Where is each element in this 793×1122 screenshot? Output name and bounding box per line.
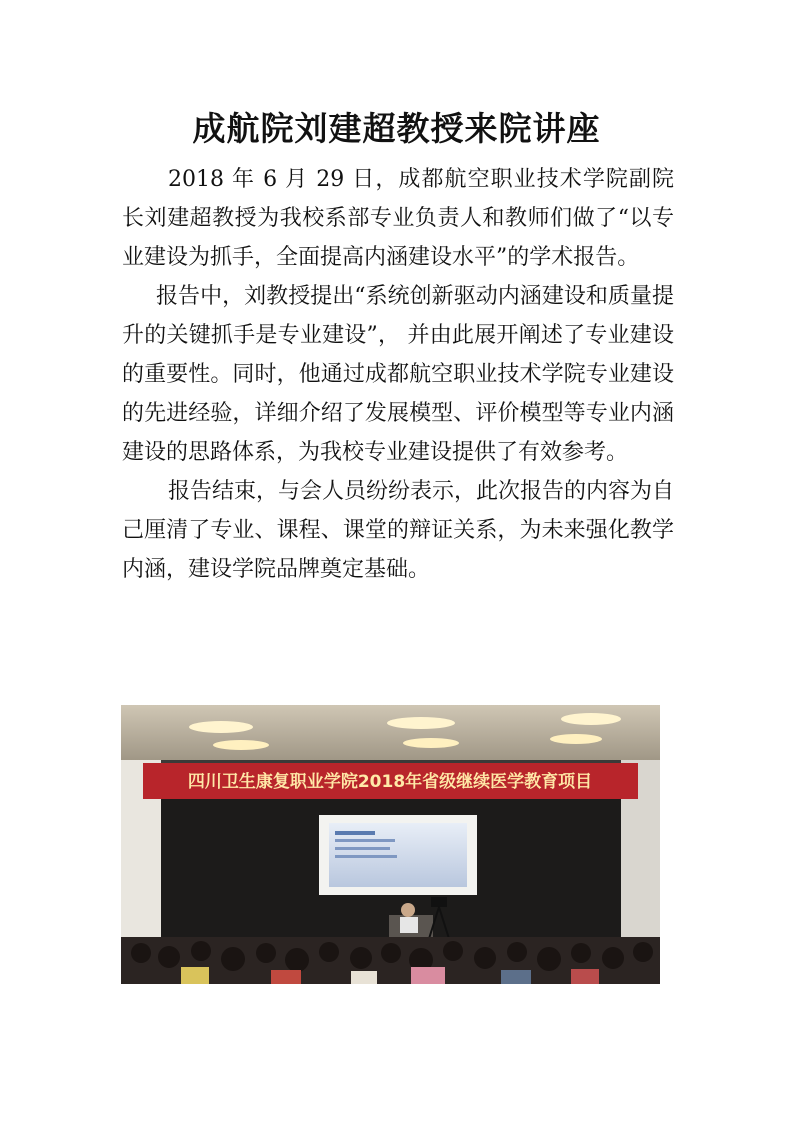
paragraph-2: 报告中，刘教授提出“系统创新驱动内涵建设和质量提升的关键抓手是专业建设”， 并由此展开阐述了专业建设的重要性。同时，他通过成都航空职业技术学院专业建设的先进经验，详细介绍了发展模型、评价模型等专业内涵建设的思路体系，为我校专业建设提供了有效参考。: [122, 284, 674, 465]
banner-text: 四川卫生康复职业学院2018年省级继续医学教育项目: [187, 772, 593, 792]
paragraph-1: 2018 年 6 月 29 日，成都航空职业技术学院副院长刘建超教授为我校系部专业负责人和教师们做了“以专业建设为抓手，全面提高内涵建设水平”的学术报告。: [122, 167, 674, 270]
article-title: 成航院刘建超教授来院讲座: [192, 109, 601, 148]
paragraph-3: 报告结束，与会人员纷纷表示，此次报告的内容为自己厘清了专业、课程、课堂的辩证关系，为未来强化教学内涵，建设学院品牌奠定基础。: [122, 479, 675, 582]
article-body: [122, 160, 674, 589]
lecture-photo: [121, 705, 660, 984]
